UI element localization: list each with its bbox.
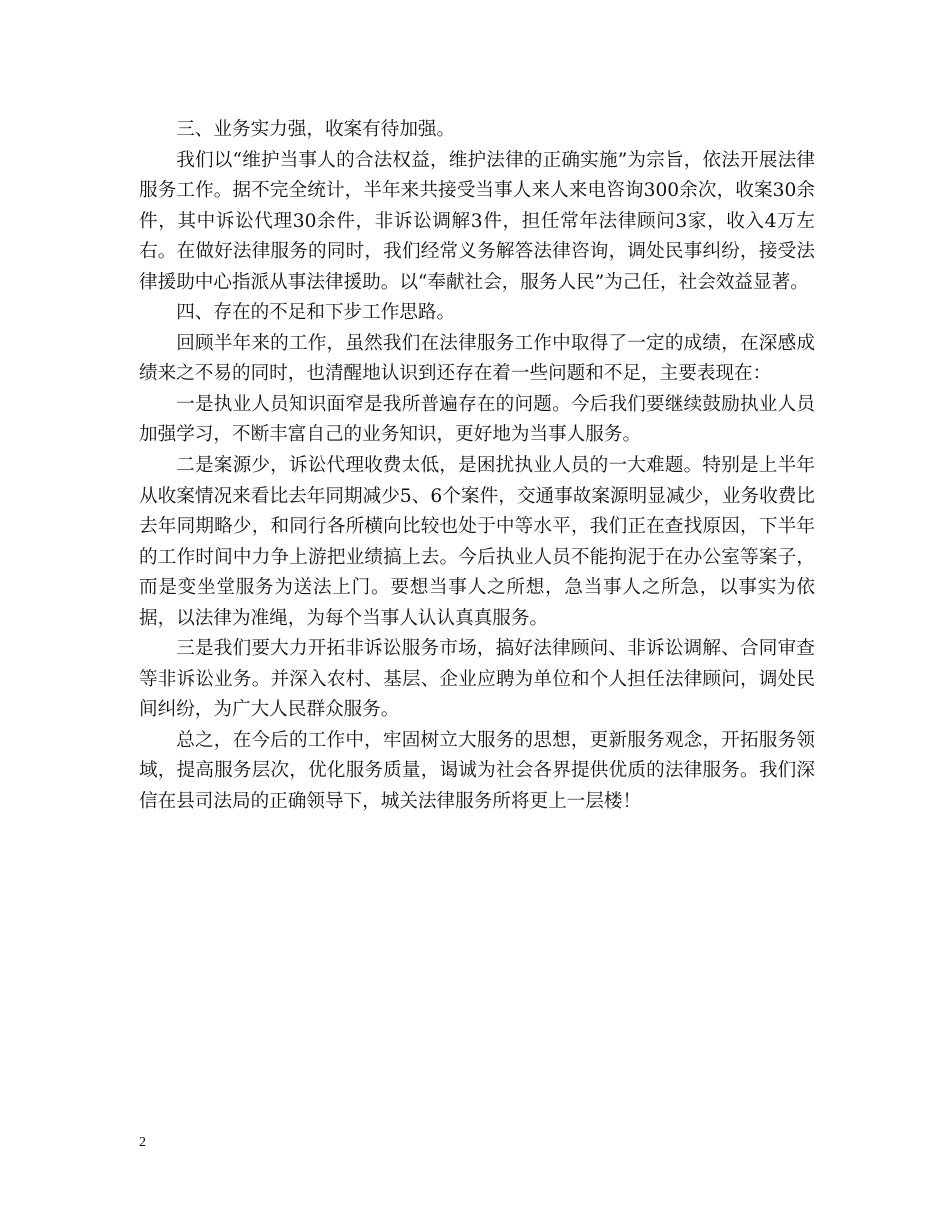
section-heading-3: 三、业务实力强，收案有待加强。 [176, 119, 456, 140]
paragraph: 二是案源少，诉讼代理收费太低，是困扰执业人员的一大难题。特别是上半年从收案情况来看比去年同期减少5、6个案件，交通事故案源明显减少，业务收费比去年同期略少，和同行各所横向比较也处于中等水平，我们正在查找原因，下半年的工作时间中力争上游把业绩搞上去。今后执业人员不能拘泥于在办公室等案子，而是变坐堂服务为送法上门。要想当事人之所想，急当事人之所急，以事实为依据，以法律为准绳，为每个当事人认认真真服务。 [139, 455, 815, 629]
paragraph: 回顾半年来的工作，虽然我们在法律服务工作中取得了一定的成绩，在深感成绩来之不易的同时，也清醒地认识到还存在着一些问题和不足，主要表现在： [139, 332, 815, 385]
paragraph: 我们以“维护当事人的合法权益，维护法律的正确实施”为宗旨，依法开展法律服务工作。据不完全统计，半年来共接受当事人来人来电咨询300余次，收案30余件，其中诉讼代理30余件，非诉讼调解3件，担任常年法律顾问3家，收入4万左右。在做好法律服务的同时，我们经常义务解答法律咨询，调处民事纠纷，接受法律援助中心指派从事法律援助。以“奉献社会，服务人民”为己任，社会效益显著。 [139, 149, 815, 293]
paragraph: 三是我们要大力开拓非诉讼服务市场，搞好法律顾问、非诉讼调解、合同审查等非诉讼业务。并深入农村、基层、企业应聘为单位和个人担任法律顾问，调处民间纠纷，为广大人民群众服务。 [139, 638, 815, 721]
page-number: 2 [139, 1135, 146, 1150]
document-body [139, 115, 815, 818]
section-heading-4: 四、存在的不足和下步工作思路。 [176, 302, 456, 324]
paragraph: 一是执业人员知识面窄是我所普遍存在的问题。今后我们要继续鼓励执业人员加强学习，不断丰富自己的业务知识，更好地为当事人服务。 [139, 393, 815, 446]
paragraph: 总之，在今后的工作中，牢固树立大服务的思想，更新服务观念，开拓服务领域，提高服务层次，优化服务质量，谒诚为社会各界提供优质的法律服务。我们深信在县司法局的正确领导下，城关法律服务所将更上一层楼！ [139, 729, 815, 813]
